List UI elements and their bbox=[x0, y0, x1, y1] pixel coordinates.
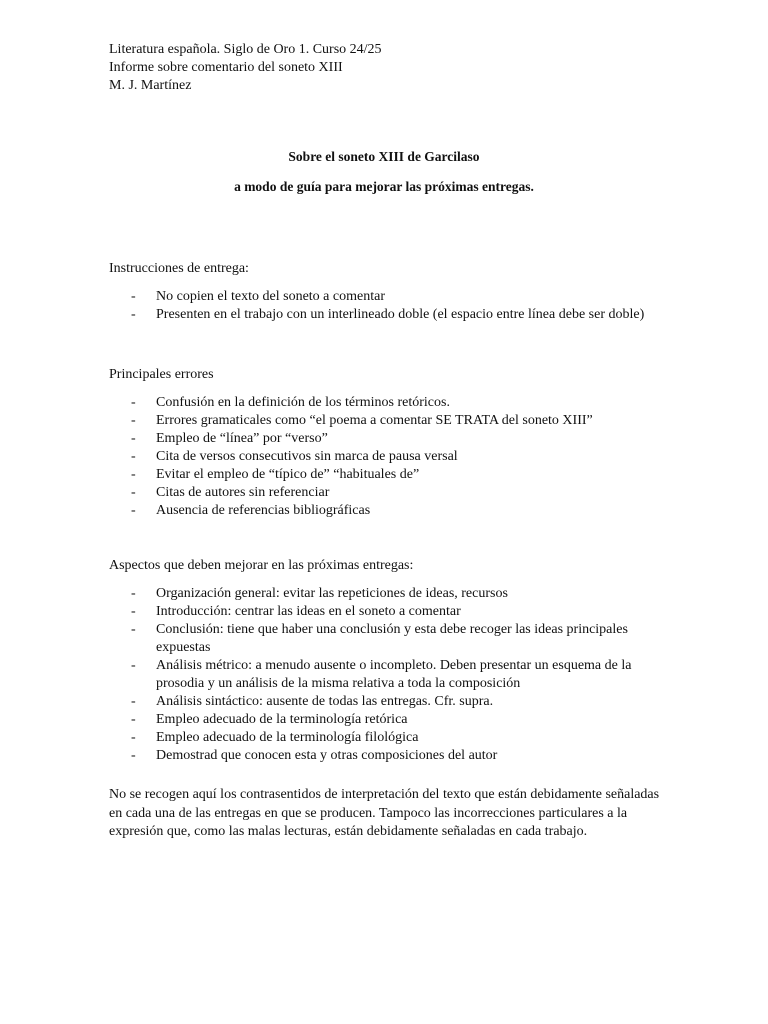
section-aspectos bbox=[109, 557, 669, 765]
section-heading: Instrucciones de entrega: bbox=[109, 261, 249, 276]
list-dash: - bbox=[131, 748, 136, 763]
section-errores bbox=[109, 366, 669, 520]
list-dash: - bbox=[131, 604, 136, 619]
list-dash: - bbox=[131, 395, 136, 410]
errores-list bbox=[109, 394, 669, 520]
list-item bbox=[109, 747, 669, 765]
list-dash: - bbox=[131, 467, 136, 482]
list-dash: - bbox=[131, 503, 136, 518]
list-item-text: Demostrad que conocen esta y otras composiciones del autor bbox=[156, 748, 498, 763]
list-item bbox=[109, 621, 669, 657]
list-item bbox=[109, 693, 669, 711]
list-dash: - bbox=[131, 307, 136, 322]
list-item-text: Introducción: centrar las ideas en el soneto a comentar bbox=[156, 604, 461, 619]
list-item-text: Evitar el empleo de “típico de” “habituales de” bbox=[156, 467, 420, 482]
closing-paragraph: No se recogen aquí los contrasentidos de interpretación del texto que están debidamente señaladas en cada una de las entregas en que se producen. Tampoco las incorrecciones particulares a la expresión que, como las malas lecturas, están debidamente señaladas en cada trabajo. bbox=[109, 787, 660, 839]
header-author-line: M. J. Martínez bbox=[109, 78, 192, 93]
list-item bbox=[109, 448, 669, 466]
list-dash: - bbox=[131, 485, 136, 500]
list-dash: - bbox=[131, 694, 136, 709]
document-subtitle: a modo de guía para mejorar las próximas entregas. bbox=[234, 179, 534, 194]
list-dash: - bbox=[131, 730, 136, 745]
list-dash: - bbox=[131, 449, 136, 464]
list-item-text: No copien el texto del soneto a comentar bbox=[156, 289, 385, 304]
list-item bbox=[109, 412, 669, 430]
list-item bbox=[109, 603, 669, 621]
list-item bbox=[109, 466, 669, 484]
list-item bbox=[109, 288, 669, 306]
list-dash: - bbox=[131, 658, 136, 673]
list-item-text: Empleo de “línea” por “verso” bbox=[156, 431, 328, 446]
list-item-text: Confusión en la definición de los términos retóricos. bbox=[156, 395, 450, 410]
list-item-text: Empleo adecuado de la terminología filológica bbox=[156, 730, 419, 745]
list-dash: - bbox=[131, 413, 136, 428]
document-title: Sobre el soneto XIII de Garcilaso bbox=[288, 149, 480, 164]
list-item bbox=[109, 484, 669, 502]
list-item-text: Empleo adecuado de la terminología retórica bbox=[156, 712, 408, 727]
list-item bbox=[109, 729, 669, 747]
section-heading: Aspectos que deben mejorar en las próximas entregas: bbox=[109, 558, 414, 573]
list-item-text: Organización general: evitar las repeticiones de ideas, recursos bbox=[156, 586, 508, 601]
aspectos-list bbox=[109, 585, 669, 765]
list-item bbox=[109, 711, 669, 729]
list-item bbox=[109, 306, 669, 324]
document-header bbox=[109, 41, 382, 95]
list-dash: - bbox=[131, 586, 136, 601]
list-item-text: Errores gramaticales como “el poema a comentar SE TRATA del soneto XIII” bbox=[156, 413, 593, 428]
list-item-text: Análisis sintáctico: ausente de todas las entregas. Cfr. supra. bbox=[156, 694, 494, 709]
header-course-line: Literatura española. Siglo de Oro 1. Curso 24/25 bbox=[109, 42, 382, 57]
list-item bbox=[109, 430, 669, 448]
list-dash: - bbox=[131, 622, 136, 637]
list-dash: - bbox=[131, 712, 136, 727]
list-item-text: Ausencia de referencias bibliográficas bbox=[156, 503, 371, 518]
list-item-text: Citas de autores sin referenciar bbox=[156, 485, 330, 500]
list-item bbox=[109, 657, 669, 693]
list-item-text: Análisis métrico: a menudo ausente o incompleto. Deben presentar un esquema de la prosodia y un análisis de la misma relativa a toda la composición bbox=[156, 658, 632, 691]
list-item bbox=[109, 502, 669, 520]
instrucciones-list bbox=[109, 288, 669, 324]
list-item bbox=[109, 394, 669, 412]
list-dash: - bbox=[131, 289, 136, 304]
list-item-text: Cita de versos consecutivos sin marca de pausa versal bbox=[156, 449, 458, 464]
section-heading: Principales errores bbox=[109, 367, 214, 382]
list-item-text: Presenten en el trabajo con un interlineado doble (el espacio entre línea debe ser doble) bbox=[156, 307, 645, 322]
header-report-line: Informe sobre comentario del soneto XIII bbox=[109, 60, 343, 75]
list-item bbox=[109, 585, 669, 603]
list-item-text: Conclusión: tiene que haber una conclusión y esta debe recoger las ideas principales expuestas bbox=[156, 622, 628, 655]
list-dash: - bbox=[131, 431, 136, 446]
section-instrucciones bbox=[109, 260, 669, 324]
